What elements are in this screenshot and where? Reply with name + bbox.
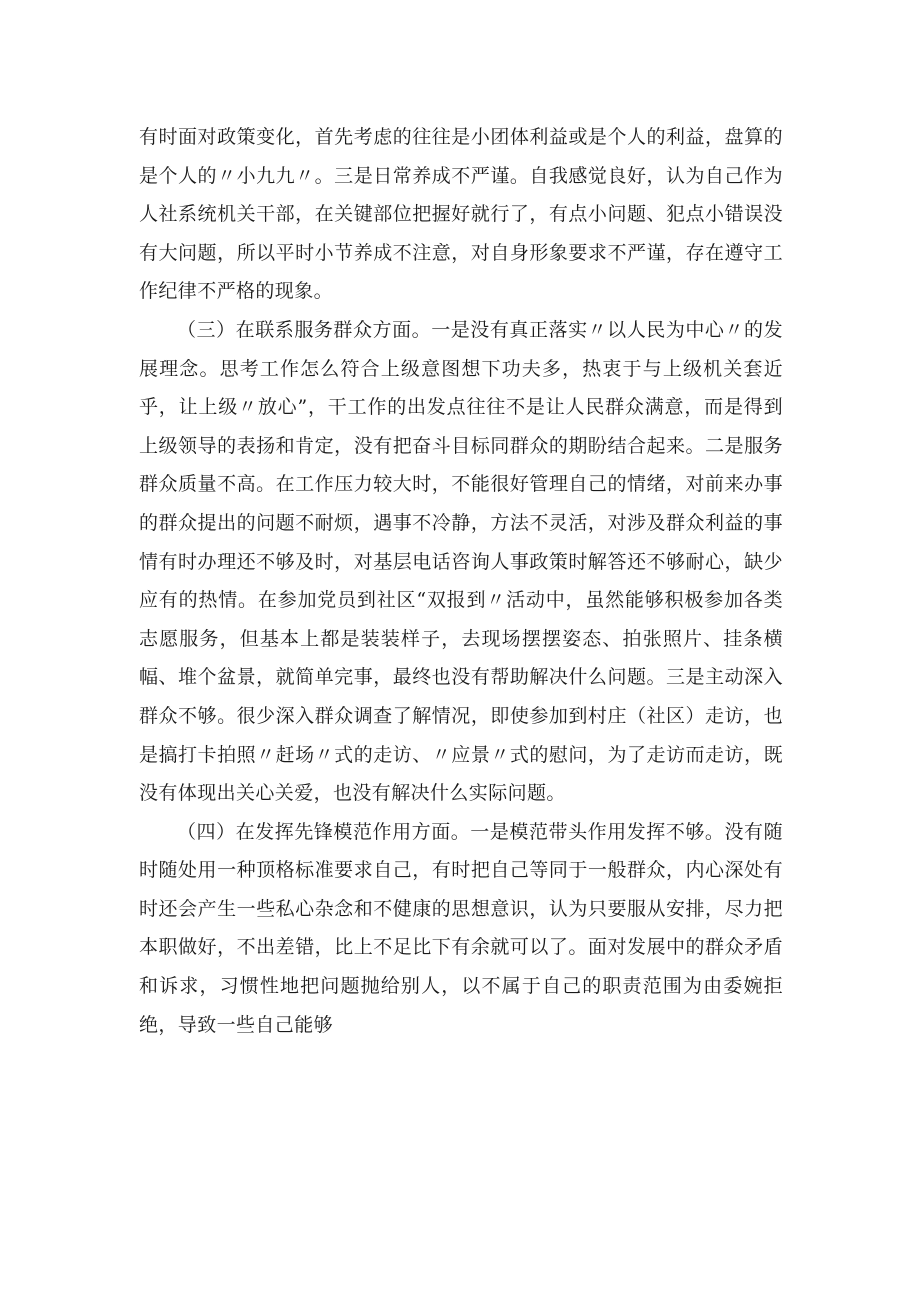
paragraph-continuation: 有时面对政策变化，首先考虑的往往是小团体利益或是个人的利益，盘算的是个人的〃小九九〃。三是日常养成不严谨。自我感觉良好，认为自己作为人社系统机关干部，在关键部位把握好就行了，有点小问题、犯点小错误没有大问题，所以平时小节养成不注意，对自身形象要求不严谨，存在遵守工作纪律不严格的现象。 bbox=[139, 126, 783, 303]
document-body bbox=[139, 118, 783, 1044]
paragraph-section-four: （四）在发挥先锋模范作用方面。一是模范带头作用发挥不够。没有随时随处用一种顶格标准要求自己，有时把自己等同于一般群众，内心深处有时还会产生一些私心杂念和不健康的思想意识，认为只要服从安排，尽力把本职做好，不出差错，比上不足比下有余就可以了。面对发展中的群众矛盾和诉求，习惯性地把问题抛给别人，以不属于自己的职责范围为由委婉拒绝，导致一些自己能够 bbox=[139, 820, 783, 1036]
paragraph-section-three: （三）在联系服务群众方面。一是没有真正落实〃以人民为中心〃的发展理念。思考工作怎么符合上级意图想下功夫多，热衷于与上级机关套近乎，让上级〃放心”，干工作的出发点往往不是让人民群众满意，而是得到上级领导的表扬和肯定，没有把奋斗目标同群众的期盼结合起来。二是服务群众质量不高。在工作压力较大时，不能很好管理自己的情绪，对前来办事的群众提出的问题不耐烦，遇事不冷静，方法不灵活，对涉及群众利益的事情有时办理还不够及时，对基层电话咨询人事政策时解答还不够耐心，缺少应有的热情。在参加党员到社区“双报到〃活动中，虽然能够积极参加各类志愿服务，但基本上都是装装样子，去现场摆摆姿态、拍张照片、挂条横幅、堆个盆景，就简单完事，最终也没有帮助解决什么问题。三是主动深入群众不够。很少深入群众调查了解情况，即使参加到村庄（社区）走访，也是搞打卡拍照〃赶场〃式的走访、〃应景〃式的慰问，为了走访而走访，既没有体现出关心关爱，也没有解决什么实际问题。 bbox=[139, 318, 783, 805]
